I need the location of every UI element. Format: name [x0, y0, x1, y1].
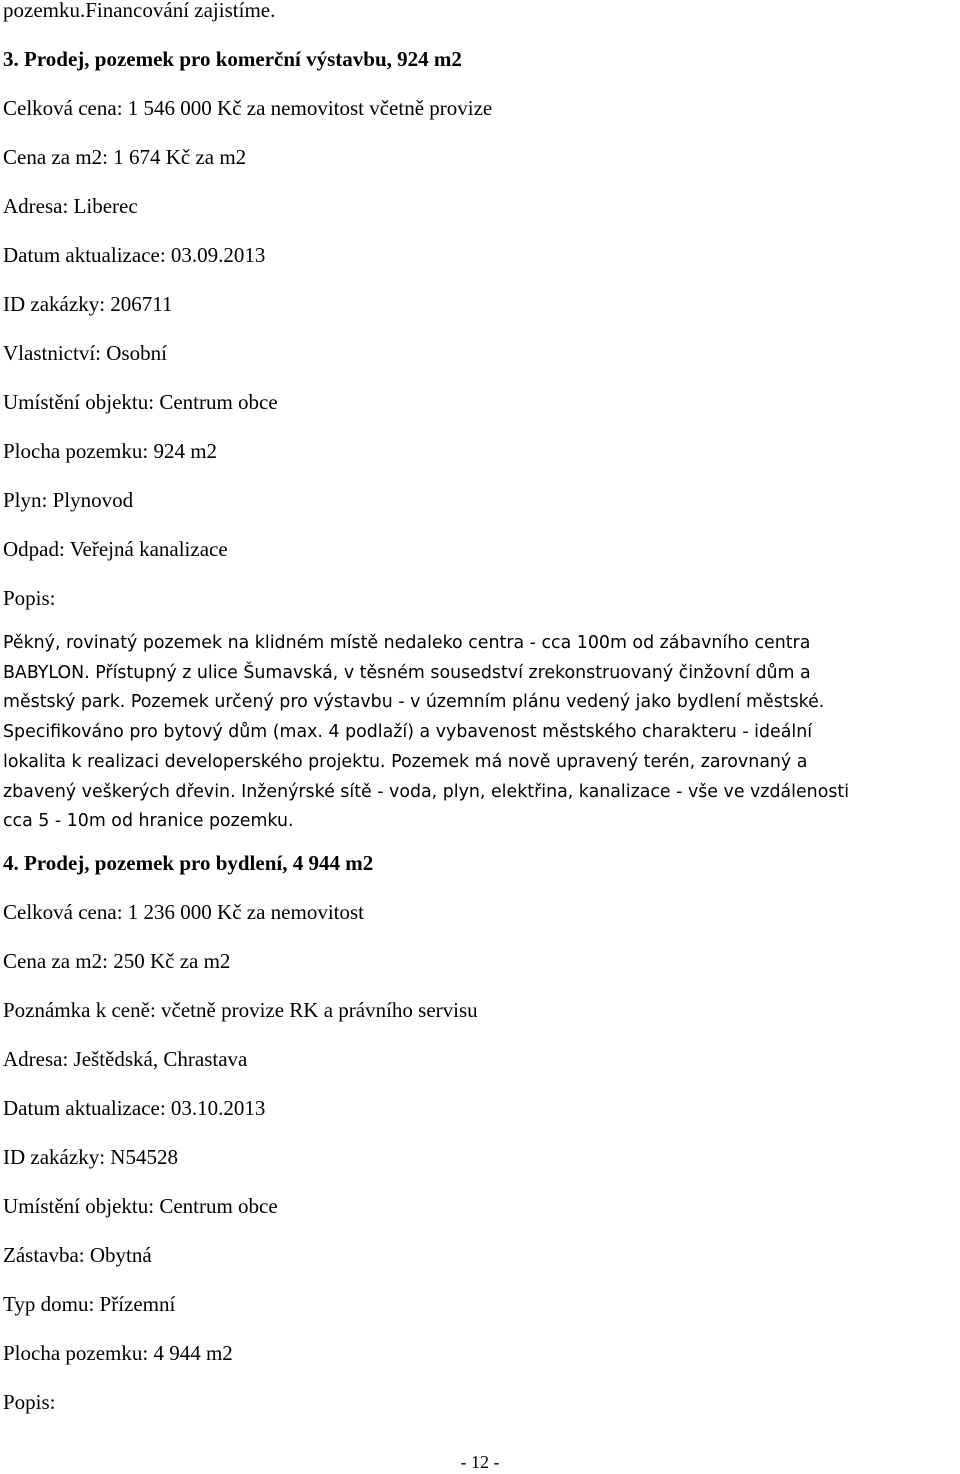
- description-line: městský park. Pozemek určený pro výstavbu - v územním plánu vedený jako bydlení městské.: [3, 692, 825, 713]
- listing-4-updated: Datum aktualizace: 03.10.2013: [3, 1096, 266, 1120]
- listing-4-location: Umístění objektu: Centrum obce: [3, 1194, 278, 1218]
- listing-3-plot-area: Plocha pozemku: 924 m2: [3, 439, 218, 463]
- listing-4-price-per-m2: Cena za m2: 250 Kč za m2: [3, 949, 231, 973]
- description-line: Pěkný, rovinatý pozemek na klidném místě nedaleko centra - cca 100m od zábavního centra: [3, 633, 811, 653]
- description-line: Specifikováno pro bytový dům (max. 4 podlaží) a vybavenost městského charakteru - ideální: [3, 722, 813, 743]
- listing-3-sewage: Odpad: Veřejná kanalizace: [3, 537, 228, 561]
- listing-4-house-type: Typ domu: Přízemní: [3, 1292, 176, 1316]
- description-line: cca 5 - 10m od hranice pozemku.: [3, 811, 294, 832]
- listing-4-heading: 4. Prodej, pozemek pro bydlení, 4 944 m2: [3, 851, 374, 875]
- listing-4-plot-area: Plocha pozemku: 4 944 m2: [3, 1341, 233, 1365]
- description-line: lokalita k realizaci developerského projektu. Pozemek má nově upravený terén, zarovnaný a: [3, 751, 808, 772]
- listing-3-address: Adresa: Liberec: [3, 194, 138, 218]
- listing-3-updated: Datum aktualizace: 03.09.2013: [3, 243, 266, 267]
- continuation-text: pozemku.Financování zajistíme.: [3, 0, 276, 22]
- listing-3-description-label: Popis:: [3, 586, 56, 610]
- listing-3-gas: Plyn: Plynovod: [3, 488, 134, 512]
- listing-4-address: Adresa: Ještědská, Chrastava: [3, 1047, 248, 1071]
- listing-4-order-id: ID zakázky: N54528: [3, 1145, 178, 1169]
- listing-3-price-per-m2: Cena za m2: 1 674 Kč za m2: [3, 145, 247, 169]
- listing-3-location: Umístění objektu: Centrum obce: [3, 390, 278, 414]
- listing-4-description-label: Popis:: [3, 1390, 56, 1414]
- listing-4-price-note: Poznámka k ceně: včetně provize RK a právního servisu: [3, 998, 478, 1022]
- description-line: BABYLON. Přístupný z ulice Šumavská, v těsném sousedství zrekonstruovaný činžovní dům a: [3, 662, 811, 683]
- listing-3-description: [3, 629, 948, 837]
- description-line: zbavený veškerých dřevin. Inženýrské sítě - voda, plyn, elektřina, kanalizace - vše ve vzdálenosti: [3, 781, 850, 802]
- listing-4-total-price: Celková cena: 1 236 000 Kč za nemovitost: [3, 900, 364, 924]
- listing-4-building-type: Zástavba: Obytná: [3, 1243, 152, 1267]
- listing-3-ownership: Vlastnictví: Osobní: [3, 341, 167, 365]
- listing-3-total-price: Celková cena: 1 546 000 Kč za nemovitost včetně provize: [3, 96, 493, 120]
- listing-3-order-id: ID zakázky: 206711: [3, 292, 173, 316]
- listing-3-heading: 3. Prodej, pozemek pro komerční výstavbu, 924 m2: [3, 47, 462, 71]
- page-number: - 12 -: [460, 1452, 500, 1472]
